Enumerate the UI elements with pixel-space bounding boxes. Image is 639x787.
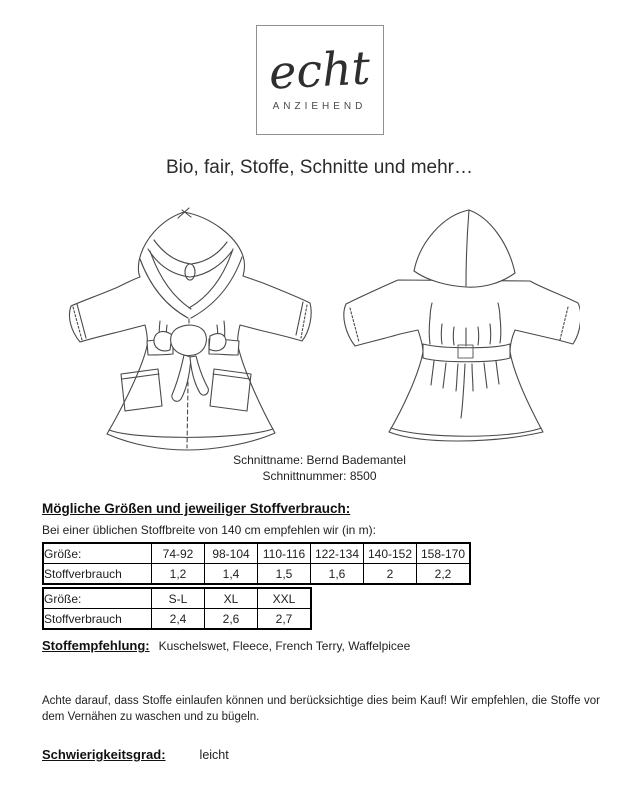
page-title: Bio, fair, Stoffe, Schnitte und mehr… (166, 157, 473, 178)
usage-row-label: Stoffverbrauch (43, 564, 152, 585)
usage-cell: 2 (364, 564, 417, 585)
shrinkage-note: Achte darauf, dass Stoffe einlaufen können und berücksichtige dies beim Kauf! Wir empfehlen, die Stoffe vor dem Vernähen zu waschen und zu bügeln. (42, 695, 600, 723)
pattern-sheet (0, 25, 639, 787)
usage-cell: 2,7 (258, 609, 312, 630)
pattern-number-line: Schnittnummer: 8500 (262, 469, 377, 483)
size-cell: 140-152 (364, 543, 417, 564)
robe-front-drawing-icon (60, 207, 312, 451)
size-row-label: Größe: (43, 588, 152, 609)
size-cell: XL (205, 588, 258, 609)
usage-cell: 2,6 (205, 609, 258, 630)
size-cell: 98-104 (205, 543, 258, 564)
fabric-usage-table-child (42, 542, 471, 585)
usage-cell: 2,2 (417, 564, 471, 585)
table-row (43, 588, 311, 609)
brand-logo (256, 25, 384, 135)
size-cell: 74-92 (152, 543, 205, 564)
robe-back-drawing-icon (330, 207, 580, 451)
usage-cell: 1,5 (258, 564, 311, 585)
size-cell: 122-134 (311, 543, 364, 564)
usage-cell: 1,6 (311, 564, 364, 585)
usage-cell: 1,2 (152, 564, 205, 585)
fabric-usage-table-adult (42, 587, 312, 630)
difficulty-value: leicht (199, 748, 229, 762)
logo-subtitle: ANZIEHEND (272, 100, 367, 112)
sizes-intro: Bei einer üblichen Stoffbreite von 140 cm empfehlen wir (in m): (42, 523, 376, 537)
pattern-name-line: Schnittname: Bernd Bademantel (233, 453, 406, 467)
usage-cell: 1,4 (205, 564, 258, 585)
table-row (43, 564, 470, 585)
usage-row-label: Stoffverbrauch (43, 609, 152, 630)
usage-cell: 2,4 (152, 609, 205, 630)
difficulty-label: Schwierigkeitsgrad: (42, 747, 166, 762)
logo-script-text: echt (267, 39, 372, 100)
size-cell: S-L (152, 588, 205, 609)
drawing-caption (0, 452, 639, 484)
sizes-heading: Mögliche Größen und jeweiliger Stoffverbrauch: (42, 501, 351, 516)
fabric-label: Stoffempfehlung: (42, 638, 150, 653)
fabric-recommendation (42, 638, 600, 653)
size-row-label: Größe: (43, 543, 152, 564)
difficulty (42, 746, 600, 762)
technical-drawings (0, 207, 639, 451)
table-row (43, 609, 311, 630)
fabric-value: Kuschelswet, Fleece, French Terry, Waffelpicee (158, 639, 411, 653)
size-cell: 158-170 (417, 543, 471, 564)
table-row (43, 543, 470, 564)
size-cell: 110-116 (258, 543, 311, 564)
size-cell: XXL (258, 588, 312, 609)
